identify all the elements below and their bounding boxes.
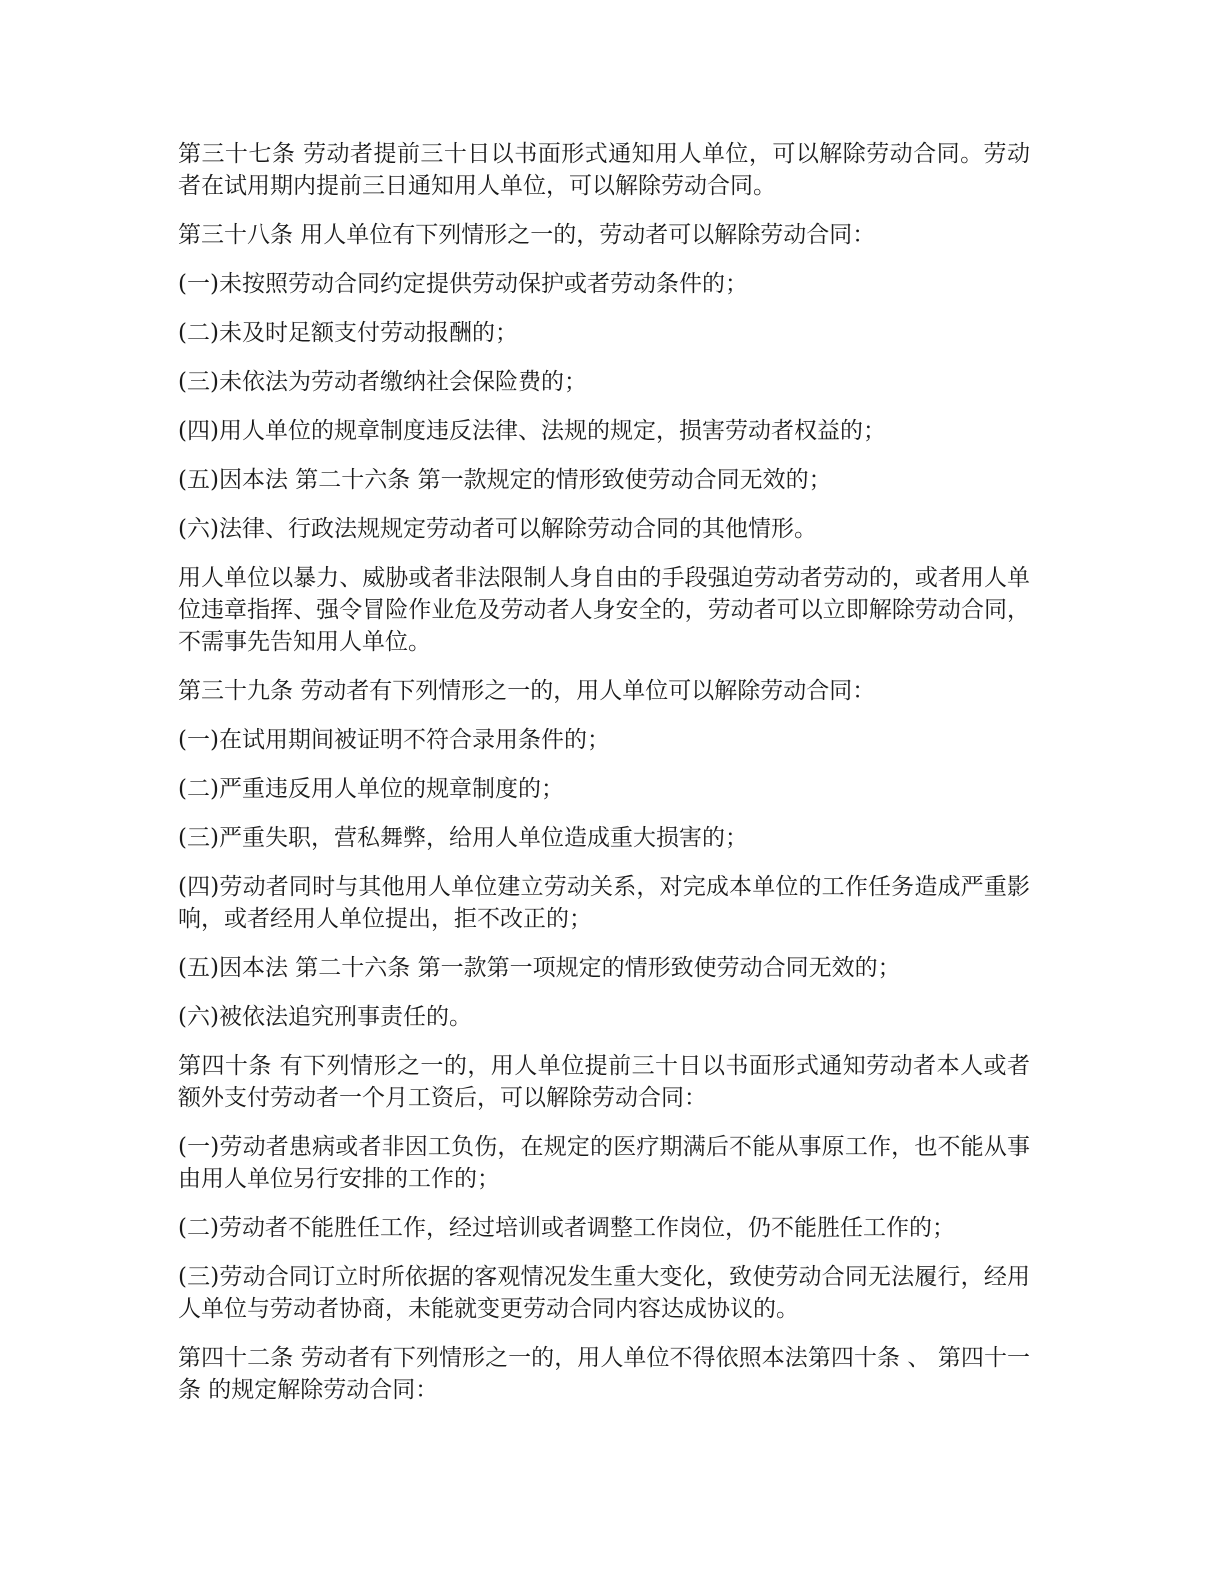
list-item: (二)严重违反用人单位的规章制度的； [178, 776, 564, 802]
list-item: (二)劳动者不能胜任工作，经过培训或者调整工作岗位，仍不能胜任工作的； [178, 1215, 955, 1241]
list-item: (一)劳动者患病或者非因工负伤，在规定的医疗期满后不能从事原工作，也不能从事由用人单位另行安排的工作的； [178, 1134, 1030, 1192]
paragraph-article-37: 第三十七条 劳动者提前三十日以书面形式通知用人单位，可以解除劳动合同。劳动者在试用期内提前三日通知用人单位，可以解除劳动合同。 [178, 141, 1030, 199]
list-item: (四)劳动者同时与其他用人单位建立劳动关系，对完成本单位的工作任务造成严重影响，或者经用人单位提出，拒不改正的； [178, 874, 1030, 932]
document-body [178, 138, 1030, 1423]
list-item: (五)因本法 第二十六条 第一款第一项规定的情形致使劳动合同无效的； [178, 955, 901, 981]
paragraph-article-38: 第三十八条 用人单位有下列情形之一的，劳动者可以解除劳动合同： [178, 222, 876, 248]
list-item: (六)被依法追究刑事责任的。 [178, 1004, 472, 1030]
list-item: (一)未按照劳动合同约定提供劳动保护或者劳动条件的； [178, 271, 748, 297]
list-item: (三)未依法为劳动者缴纳社会保险费的； [178, 369, 587, 395]
list-item: (三)劳动合同订立时所依据的客观情况发生重大变化，致使劳动合同无法履行，经用人单位与劳动者协商，未能就变更劳动合同内容达成协议的。 [178, 1264, 1030, 1322]
list-item: (二)未及时足额支付劳动报酬的； [178, 320, 518, 346]
paragraph-article-42: 第四十二条 劳动者有下列情形之一的，用人单位不得依照本法第四十条 、 第四十一条 的规定解除劳动合同： [178, 1345, 1030, 1403]
paragraph-article-39: 第三十九条 劳动者有下列情形之一的，用人单位可以解除劳动合同： [178, 678, 876, 704]
list-item: (六)法律、行政法规规定劳动者可以解除劳动合同的其他情形。 [178, 516, 817, 542]
paragraph-article-40: 第四十条 有下列情形之一的，用人单位提前三十日以书面形式通知劳动者本人或者额外支付劳动者一个月工资后，可以解除劳动合同： [178, 1053, 1030, 1111]
list-item: (五)因本法 第二十六条 第一款规定的情形致使劳动合同无效的； [178, 467, 832, 493]
paragraph-immediate-termination: 用人单位以暴力、威胁或者非法限制人身自由的手段强迫劳动者劳动的，或者用人单位违章指挥、强令冒险作业危及劳动者人身安全的，劳动者可以立即解除劳动合同，不需事先告知用人单位。 [178, 565, 1030, 655]
list-item: (三)严重失职，营私舞弊，给用人单位造成重大损害的； [178, 825, 748, 851]
list-item: (一)在试用期间被证明不符合录用条件的； [178, 727, 610, 753]
list-item: (四)用人单位的规章制度违反法律、法规的规定，损害劳动者权益的； [178, 418, 886, 444]
